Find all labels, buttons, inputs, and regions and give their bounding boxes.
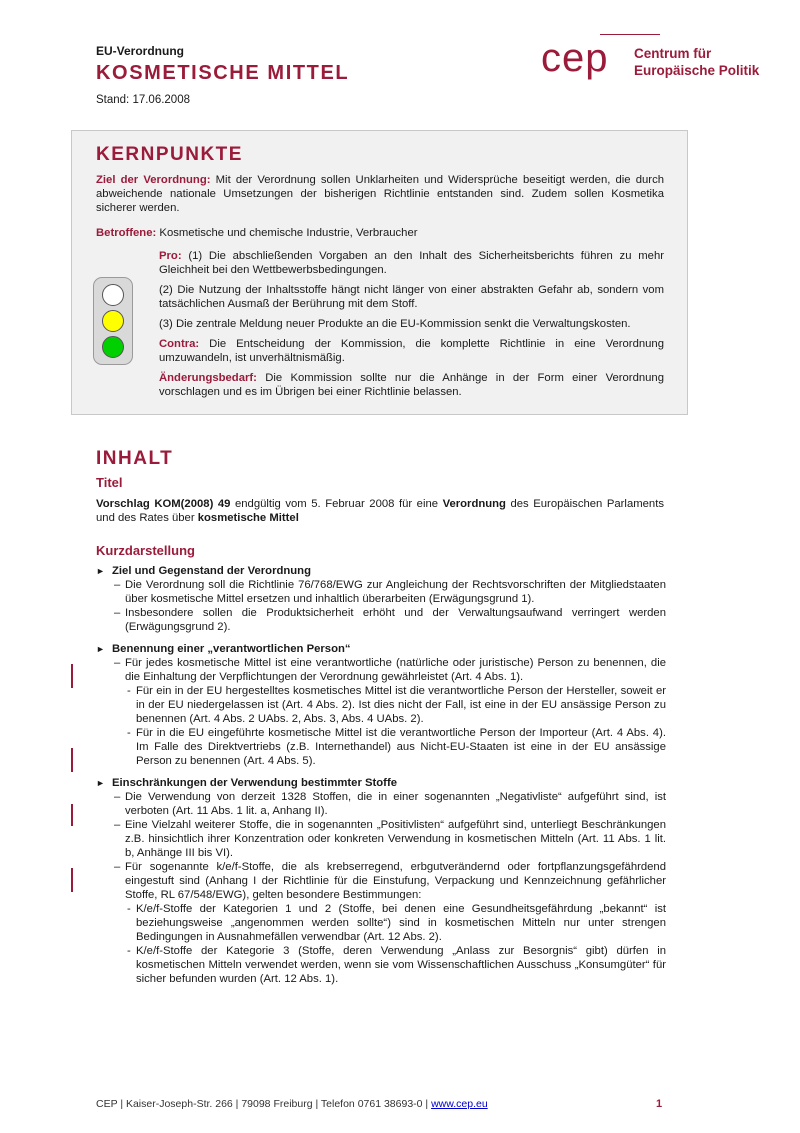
arrow-right-icon: ► xyxy=(96,566,105,576)
margin-marker xyxy=(71,804,73,826)
ziel-text: Mit der Verordnung sollen Unklarheiten und Widersprüche beseitigt werden, die durch abweichende nationale Umsetzungen der bisherigen Richtlinie entstanden sind. Zudem sollen Kosmetika sicherer werden. xyxy=(96,174,664,214)
arrow-right-icon: ► xyxy=(96,778,105,788)
document-type: EU-Verordnung xyxy=(96,44,185,58)
list-item-text: Insbesondere sollen die Produktsicherheit erhöht und der Verwaltungsaufwand verringert werden (Erwägungsgrund 2). xyxy=(125,607,666,633)
pro-label: Pro: xyxy=(159,250,182,262)
org-name-line1: Centrum für xyxy=(634,46,712,61)
traffic-light-green-lamp xyxy=(102,336,124,358)
section-einschraenkungen xyxy=(96,776,666,986)
kernpunkte-title: KERNPUNKTE xyxy=(96,144,243,165)
sub-list-item: - Für in die EU eingeführte kosmetische Mittel ist die verantwortliche Person der Importeur (Art. 4 Abs. 4). Im Falle des Direktvertriebs (z.B. Internethandel) aus Nicht-EU-Staaten ist eine in der EU ansässige Person zu benennen (Art. 4 Abs. 5). xyxy=(127,727,666,767)
list-item-text: Für jedes kosmetische Mittel ist eine verantwortliche (natürliche oder juristische) Person zu benennen, die die Einhaltung der Verpflichtungen der Verordnung gewährleistet (Art. 4 Abs. 1). xyxy=(125,657,666,683)
ziel-paragraph xyxy=(96,173,664,215)
titel-paragraph xyxy=(96,497,664,525)
list-item: – Die Verwendung von derzeit 1328 Stoffen, die in einer sogenannten „Negativliste“ aufgeführt sind, ist verboten (Art. 11 Abs. 1 lit. a, Anhang II). xyxy=(114,791,666,817)
margin-marker xyxy=(71,664,73,688)
sub-list-item-text: Für in die EU eingeführte kosmetische Mittel ist die verantwortliche Person der Importeur (Art. 4 Abs. 4). Im Falle des Direktvertriebs (z.B. Internethandel) aus Nicht-EU-Staaten ist eine in der EU ansässige Person zu benennen (Art. 4 Abs. 5). xyxy=(136,727,666,767)
margin-marker xyxy=(71,868,73,892)
org-name xyxy=(634,45,759,79)
arrow-right-icon: ► xyxy=(96,644,105,654)
list-item: – Eine Vielzahl weiterer Stoffe, die in sogenannten „Positivlisten“ aufgeführt sind, unterliegt Beschränkungen z.B. hinsichtlich ihrer Konzentration oder konkreten Verwendung in kosmetischen Mitteln (Art. 11 Abs. 1 lit. b, Anhänge III bis VI). xyxy=(114,819,666,859)
list-item: – Insbesondere sollen die Produktsicherheit erhöht und der Verwaltungsaufwand verringert werden (Erwägungsgrund 2). xyxy=(114,607,666,633)
list-item-text: Eine Vielzahl weiterer Stoffe, die in sogenannten „Positivlisten“ aufgeführt sind, unterliegt Beschränkungen z.B. hinsichtlich ihrer Konzentration oder konkreten Verwendung in kosmetischen Mitteln (Art. 11 Abs. 1 lit. b, Anhänge III bis VI). xyxy=(125,819,666,859)
list-item: – Die Verordnung soll die Richtlinie 76/768/EWG zur Angleichung der Rechtsvorschriften der Mitgliedstaaten über kosmetische Mittel ersetzen und inhaltlich überarbeiten (Erwägungsgrund 1). xyxy=(114,579,666,605)
contra-text: Die Entscheidung der Kommission, die komplette Richtlinie in eine Verordnung umzuwandeln, ist unverhältnismäßig. xyxy=(159,338,664,364)
sub-list-item-text: K/e/f-Stoffe der Kategorie 3 (Stoffe, deren Verwendung „Anlass zur Besorgnis“ gibt) dürfen in kosmetischen Mitteln verwendet werden, wenn sie vom Wissenschaftlichen Ausschuss „Konsumgüter“ für sicher befunden wurden (Art. 12 Abs. 1). xyxy=(136,945,666,985)
page-number: 1 xyxy=(656,1098,663,1110)
betroffene-paragraph xyxy=(96,226,417,240)
contra-label: Contra: xyxy=(159,338,200,350)
section-heading-text: Einschränkungen der Verwendung bestimmter Stoffe xyxy=(112,777,397,789)
inhalt-title: INHALT xyxy=(96,448,174,469)
document-title: KOSMETISCHE MITTEL xyxy=(96,62,350,84)
section-heading-text: Ziel und Gegenstand der Verordnung xyxy=(112,565,311,577)
sub-list-item: - K/e/f-Stoffe der Kategorien 1 und 2 (Stoffe, bei denen eine Gesundheitsgefährdung „bekannt“ ist beziehungsweise „angenommen werden sollte“) sind in kosmetischen Mitteln nur unter strengen Bedingungen in Ausnahmefällen verwendbar (Art. 12 Abs. 2). xyxy=(127,903,666,943)
betroffene-label: Betroffene: xyxy=(96,227,157,239)
titel-heading: Titel xyxy=(96,475,123,490)
list-item-text: Die Verordnung soll die Richtlinie 76/768/EWG zur Angleichung der Rechtsvorschriften der Mitgliedstaaten über kosmetische Mittel ersetzen und inhaltlich überarbeiten (Erwägungsgrund 1). xyxy=(125,579,666,605)
logo-arc xyxy=(600,34,660,35)
sub-list-item: - Für ein in der EU hergestelltes kosmetisches Mittel ist die verantwortliche Person der Hersteller, soweit er in der EU niedergelassen ist (Art. 4 Abs. 2). Ist dies nicht der Fall, ist eine in der EU ansässige Person zu benennen (Art. 4 Abs. 2 UAbs. 2, Abs. 3, Abs. 4 UAbs. 2). xyxy=(127,685,666,725)
footer-link[interactable]: www.cep.eu xyxy=(431,1098,488,1110)
titel-bold-3: kosmetische Mittel xyxy=(197,512,299,524)
sub-list-item-text: K/e/f-Stoffe der Kategorien 1 und 2 (Stoffe, bei denen eine Gesundheitsgefährdung „bekannt“ ist beziehungsweise „angenommen werden sollte“) sind in kosmetischen Mitteln nur unter strengen Bedingungen in Ausnahmefällen verwendbar (Art. 12 Abs. 2). xyxy=(136,903,666,943)
sub-list-item-text: Für ein in der EU hergestelltes kosmetisches Mittel ist die verantwortliche Person der Hersteller, soweit er in der EU niedergelassen ist (Art. 4 Abs. 2). Ist dies nicht der Fall, ist eine in der EU ansässige Person zu benennen (Art. 4 Abs. 2 UAbs. 2, Abs. 3, Abs. 4 UAbs. 2). xyxy=(136,685,666,725)
list-item: – Für jedes kosmetische Mittel ist eine verantwortliche (natürliche oder juristische) Person zu benennen, die die Einhaltung der Verpflichtungen der Verordnung gewährleistet (Art. 4 Abs. 1). xyxy=(114,657,666,683)
titel-text-2: des Europäischen Parlaments und des Rates über xyxy=(96,498,664,524)
list-item-text: Für sogenannte k/e/f-Stoffe, die als krebserregend, erbgutverändernd oder fortpflanzungsgefährdend eingestuft sind (Anhang I der Richtlinie für die Einstufung, Verpackung und Kennzeichnung gefährlicher Stoffe, RL 67/548/EWG), gelten besondere Bestimmungen: xyxy=(125,861,666,901)
aenderungsbedarf-text: Die Kommission sollte nur die Anhänge in der Form einer Verordnung vorschlagen und es im Übrigen bei einer Richtlinie belassen. xyxy=(159,372,664,398)
traffic-light-yellow-lamp xyxy=(102,310,124,332)
section-ziel xyxy=(96,564,666,634)
traffic-light-white-lamp xyxy=(102,284,124,306)
assessment-block xyxy=(159,249,664,405)
aenderungsbedarf-label: Änderungsbedarf: xyxy=(159,372,257,384)
section-benennung xyxy=(96,642,666,768)
pro-3: (3) Die zentrale Meldung neuer Produkte an die EU-Kommission senkt die Verwaltungskosten. xyxy=(159,318,631,330)
sub-list-item: - K/e/f-Stoffe der Kategorie 3 (Stoffe, deren Verwendung „Anlass zur Besorgnis“ gibt) dürfen in kosmetischen Mitteln verwendet werden, wenn sie vom Wissenschaftlichen Ausschuss „Konsumgüter“ für sicher befunden wurden (Art. 12 Abs. 1). xyxy=(127,945,666,985)
traffic-light-icon xyxy=(93,277,133,365)
footer xyxy=(96,1098,488,1110)
section-heading xyxy=(96,642,666,656)
ziel-label: Ziel der Verordnung: xyxy=(96,174,211,186)
footer-text: CEP | Kaiser-Joseph-Str. 266 | 79098 Freiburg | Telefon 0761 38693-0 | xyxy=(96,1098,432,1110)
cep-logo: cep xyxy=(541,36,609,80)
document-date: Stand: 17.06.2008 xyxy=(96,94,190,106)
titel-bold-1: Vorschlag KOM(2008) 49 xyxy=(96,498,231,510)
org-name-line2: Europäische Politik xyxy=(634,63,760,78)
kurzdarstellung-content xyxy=(96,564,666,994)
kurzdarstellung-heading: Kurzdarstellung xyxy=(96,543,195,558)
titel-bold-2: Verordnung xyxy=(442,498,506,510)
section-heading xyxy=(96,564,666,578)
pro-1: (1) Die abschließenden Vorgaben an den Inhalt des Sicherheitsberichts führen zu mehr Gleichheit bei den Wettbewerbsbedingungen. xyxy=(159,250,664,276)
aenderungsbedarf-paragraph xyxy=(159,371,664,399)
list-item-text: Die Verwendung von derzeit 1328 Stoffen, die in einer sogenannten „Negativliste“ aufgeführt sind, ist verboten (Art. 11 Abs. 1 lit. a, Anhang II). xyxy=(125,791,666,817)
titel-text-1: endgültig vom 5. Februar 2008 für eine xyxy=(230,498,443,510)
contra-paragraph xyxy=(159,337,664,365)
list-item: – Für sogenannte k/e/f-Stoffe, die als krebserregend, erbgutverändernd oder fortpflanzungsgefährdend eingestuft sind (Anhang I der Richtlinie für die Einstufung, Verpackung und Kennzeichnung gefährlicher Stoffe, RL 67/548/EWG), gelten besondere Bestimmungen: xyxy=(114,861,666,901)
section-heading-text: Benennung einer „verantwortlichen Person“ xyxy=(112,643,351,655)
section-heading xyxy=(96,776,666,790)
pro-2: (2) Die Nutzung der Inhaltsstoffe hängt nicht länger von einer abstrakten Gefahr ab, sondern vom tatsächlichen Ausmaß der Berührung mit dem Stoff. xyxy=(159,284,664,310)
betroffene-text: Kosmetische und chemische Industrie, Verbraucher xyxy=(156,227,418,239)
pro-paragraph xyxy=(159,249,664,277)
margin-marker xyxy=(71,748,73,772)
